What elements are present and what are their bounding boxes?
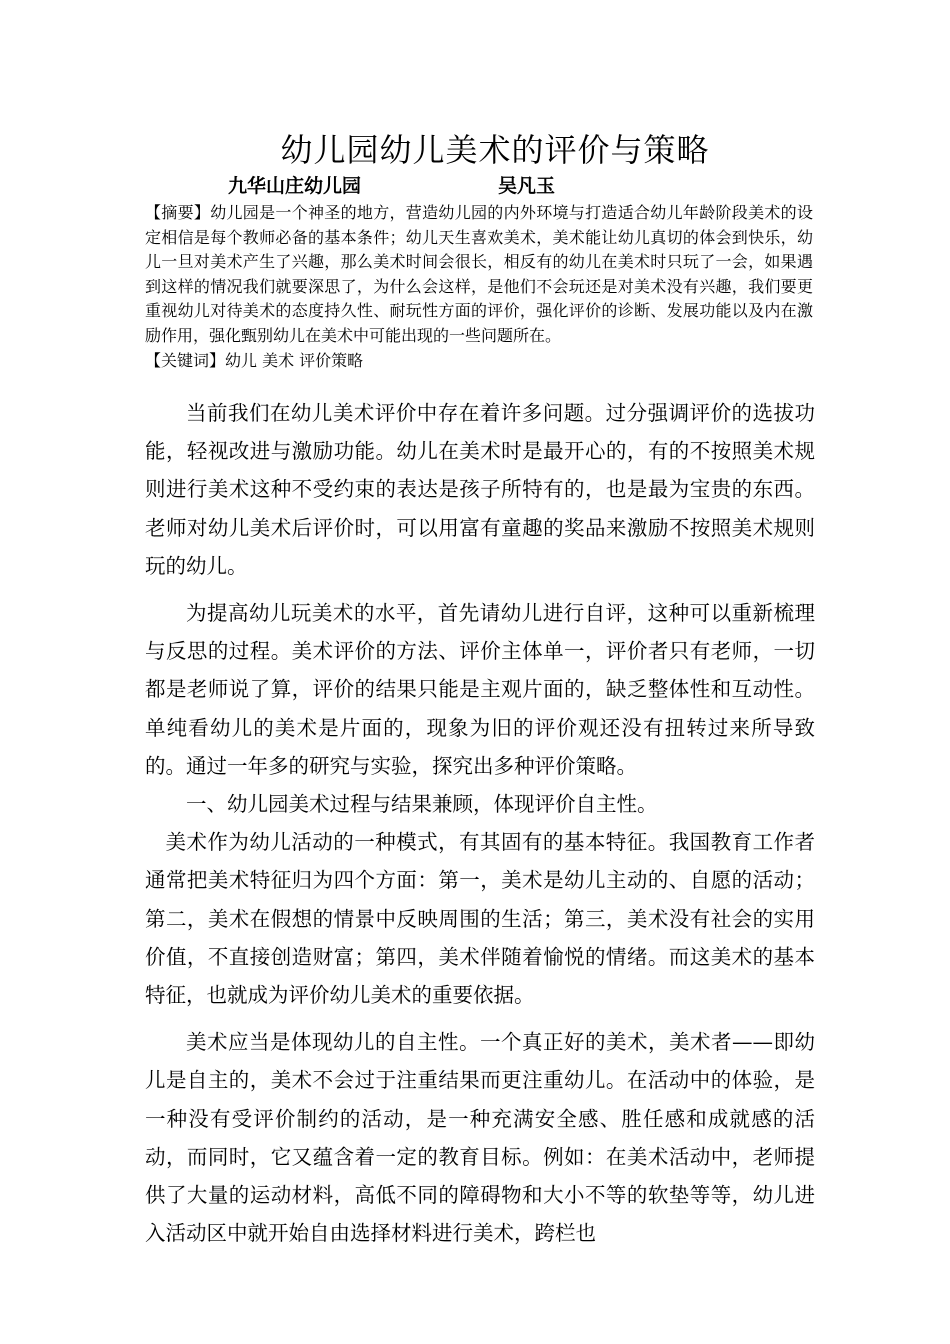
keywords-text: 【关键词】幼儿 美术 评价策略 [145,350,364,370]
abstract-section [145,201,813,373]
school-name: 九华山庄幼儿园 [228,175,362,197]
abstract-text: 【摘要】幼儿园是一个神圣的地方，营造幼儿园的内外环境与打造适合幼儿年龄阶段美术的设定相信是每个教师必备的基本条件；幼儿天生喜欢美术，美术能让幼儿真切的体会到快乐，幼儿一旦对美术产生了兴趣，那么美术时间会很长，相反有的幼儿在美术时只玩了一会，如果遇到这样的情况我们就要深思了，为什么会这样，是他们不会玩还是对美术没有兴趣，我们要更重视幼儿对待美术的态度持久性、耐玩性方面的评价，强化评价的诊断、发展功能以及内在激励作用，强化甄别幼儿在美术中可能出现的一些问题所在。 [145,203,813,345]
paragraph: 美术应当是体现幼儿的自主性。一个真正好的美术，美术者——即幼儿是自主的，美术不会过于注重结果而更注重幼儿。在活动中的体验，是一种没有受评价制约的活动，是一种充满安全感、胜任感和成就感的活动，而同时，它又蕴含着一定的教育目标。例如：在美术活动中，老师提供了大量的运动材料，高低不同的障碍物和大小不等的软垫等等，幼儿进入活动区中就开始自由选择材料进行美术，跨栏也 [145,1030,815,1246]
section-heading: 一、幼儿园美术过程与结果兼顾，体现评价自主性。 [186,792,658,817]
author-name: 吴凡玉 [498,175,556,197]
page-title: 幼儿园幼儿美术的评价与策略 [280,131,710,169]
paragraph: 为提高幼儿玩美术的水平，首先请幼儿进行自评，这种可以重新梳理与反思的过程。美术评价的方法、评价主体单一，评价者只有老师，一切都是老师说了算，评价的结果只能是主观片面的，缺乏整体性和互动性。单纯看幼儿的美术是片面的，现象为旧的评价观还没有扭转过来所导致的。通过一年多的研究与实验，探究出多种评价策略。 [145,601,815,778]
paragraph: 美术作为幼儿活动的一种模式，有其固有的基本特征。我国教育工作者通常把美术特征归为四个方面：第一，美术是幼儿主动的、自愿的活动；第二，美术在假想的情景中反映周围的生活；第三，美术没有社会的实用价值，不直接创造财富；第四，美术伴随着愉悦的情绪。而这美术的基本特征，也就成为评价幼儿美术的重要依据。 [145,830,815,1008]
paragraph: 当前我们在幼儿美术评价中存在着许多问题。过分强调评价的选拔功能，轻视改进与激励功能。幼儿在美术时是最开心的，有的不按照美术规则进行美术这种不受约束的表达是孩子所特有的，也是最为宝贵的东西。老师对幼儿美术后评价时，可以用富有童趣的奖品来激励不按照美术规则玩的幼儿。 [145,401,815,578]
body-text [145,394,815,1252]
